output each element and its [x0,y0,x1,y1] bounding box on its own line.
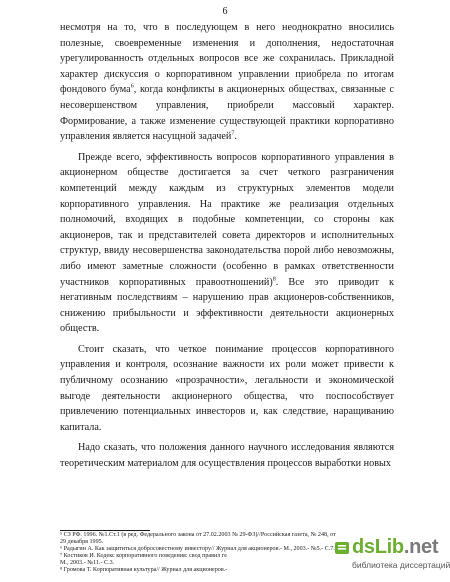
logo-domain: .net [403,536,439,558]
logo-tagline: библиотека диссертаций [352,560,450,570]
paragraph-1-text: несмотря на то, что в последующем в него неоднократно вносились полезные, своевременные изменения и дополнения, недостаточная урегулированность отдельных вопросов все же сохранилась. Прикладной характер дискуссия о корпоративном управлении приобрела по итогам фондового бума [60,22,394,96]
footnote-divider [60,530,150,531]
footnotes [60,532,340,575]
footnote-mark: 6 [130,83,134,90]
paragraph-1-tail: , когда конфликты в акционерных обществах, связанные с несовершенством управления, приобрели массовый характер. Формирование, а также изменение существующей практики корпоративно управления является насущной задачей [60,84,394,143]
footnote-item: ⁵ СЗ РФ. 1996. №1.Ст.1 (в ред. Федерального закона от 27.02.2003 № 29-ФЗ)//Российская газета, № 248, от 29 декабря 1995. [60,532,336,546]
logo-wordmark [352,536,438,559]
watermark-logo [334,536,450,576]
paragraph-1: несмотря на то, что в последующем в него неоднократно вносились полезные, своевременные изменения и дополнения, недостаточная урегулированность отдельных вопросов все же сохранилась. Прикладной характер дискуссия о корпоративном управлении приобрела по итогам фондового бума$^6$, когда конфликты в акционерных обществах, связанные с несовершенством управления, приобрели массовый характер. Формирование, а также изменение существующей практики корпоративно управления является насущной задачей$^7$. [60,22,394,143]
book-logo-icon [334,540,350,556]
footnote-item: М., 2003.- №11.- С.3. [60,560,115,567]
footnote-item: ⁷ Костиков И. Кодекс корпоративного поведения: свод правил ге [60,553,227,560]
body-text [60,20,394,472]
paragraph-2 [60,150,394,337]
footnote-mark: 8 [272,276,276,283]
paragraph-2-tail: . Все это приводит к негативным последствиям – нарушению прав акционеров-собственников, снижению прибыльности и эффективности деятельности акционерных обществ. [60,276,395,335]
logo-main: dsLib [352,536,404,558]
footnote-mark: 7 [231,130,235,137]
paragraph-2-text: Прежде всего, эффективность вопросов корпоративного управления в акционерном обществе достигается за счет четкого разграничения компетенций между каждым из структурных элементов модели корпоративного управления. На практике же реализация отдельных полномочий, входящих в подобные компетенции, со стороны как акционеров, так и представителей совета директоров и исполнительных структур, ввиду несовершенства законодательства порой либо невозможны, либо имеют заметные сложности (особенно в рамках ответственности участников корпоративных правоотношений) [60,151,394,288]
footnote-item: ⁶ Радыгин А. Как защититься добросовестному инвестору// Журнал для акционеров.- М., 2003.- №5.- С.7. [60,546,335,553]
paragraph-3: Стоит сказать, что четкое понимание процессов корпоративного управления и контроля, осознание важности их роли может привести к публичному осознанию «прозрачности», легальности и экономической выгоде деятельности акционерного общества, что поспособствует привлечению потенциальных инвесторов и, как следствие, наращиванию капитала. [60,343,394,433]
page-number: 6 [222,6,228,17]
footnote-item: ⁸ Громова Т. Корпоративная культура// Журнал для акционеров.- [60,567,228,574]
paragraph-4: Надо сказать, что положения данного научного исследования являются теоретическим материалом для осуществления процессов выработки новых [60,442,394,470]
